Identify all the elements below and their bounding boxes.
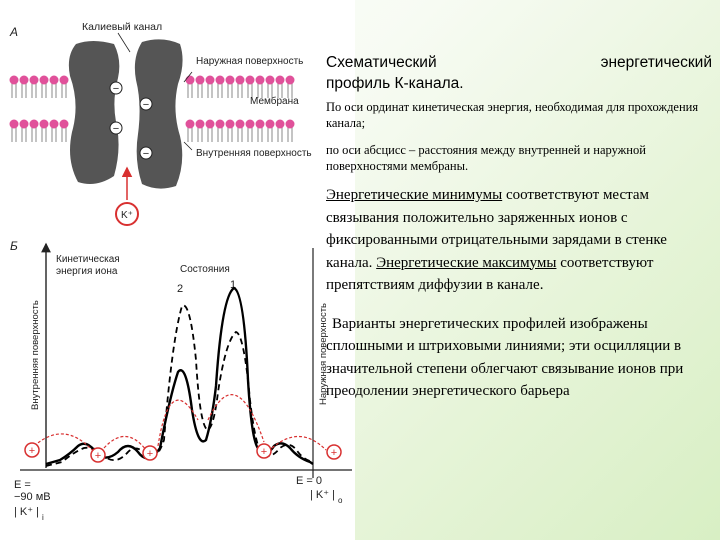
ion-marker xyxy=(257,444,271,458)
e-right-label: E = 0 xyxy=(296,475,322,487)
e-left-line2: −90 мВ xyxy=(14,491,51,503)
minus-charge: − xyxy=(142,99,150,111)
outer-axis-label: Наружная поверхность xyxy=(318,302,329,405)
k-inside-label: | K⁺ | xyxy=(14,506,39,518)
lipid-head xyxy=(266,120,275,129)
lipid-head xyxy=(186,76,195,85)
lipid-head xyxy=(60,76,69,85)
ion-marker xyxy=(327,445,341,459)
kinetic-energy-label-2: энергия иона xyxy=(56,266,118,277)
lipid-head xyxy=(30,120,39,129)
lipid-head xyxy=(10,120,19,129)
ion-hop-arrow xyxy=(104,436,146,450)
ion-label: K⁺ xyxy=(121,210,133,221)
lipid-head xyxy=(20,120,29,129)
lipid-head xyxy=(226,76,235,85)
text-panel xyxy=(326,52,712,403)
lipid-head xyxy=(276,76,285,85)
lipid-head xyxy=(50,76,59,85)
state-1-label: 1 xyxy=(230,279,237,291)
lipid-head xyxy=(256,76,265,85)
title-word-1: Схематический xyxy=(326,54,437,71)
lipid-head xyxy=(236,120,245,129)
lipid-head xyxy=(40,76,49,85)
abscissa-note: по оси абсцисс – расстояния между внутренней и наружной поверхностями мембраны. xyxy=(326,143,646,173)
title-line-2: профиль К-канала. xyxy=(326,75,464,92)
lipid-head xyxy=(50,120,59,129)
minima-paragraph xyxy=(326,184,712,297)
channel-wall-right xyxy=(135,39,183,188)
maxima-term: Энергетические максимумы xyxy=(376,254,557,271)
membrane-label: Мембрана xyxy=(250,96,299,107)
variants-paragraph: Варианты энергетических профилей изображены сплошными и штриховыми линиями; эти осцилляции в значительной степени облегчают связывание ионов при преодолении энергетического барьера xyxy=(326,315,684,399)
lipid-head xyxy=(20,76,29,85)
minima-term: Энергетические минимумы xyxy=(326,187,503,203)
svg-text:+: + xyxy=(146,448,154,460)
outer-surface-label: Наружная поверхность xyxy=(196,56,304,67)
title-row xyxy=(326,52,712,73)
lipid-head xyxy=(286,120,295,129)
inner-surface-label: Внутренняя поверхность xyxy=(196,148,312,159)
figure-svg xyxy=(0,0,355,540)
kinetic-energy-label-1: Кинетическая xyxy=(56,254,120,265)
lipid-head xyxy=(196,120,205,129)
state-2-label: 2 xyxy=(177,283,184,295)
lipid-head xyxy=(286,76,295,85)
lipid-head xyxy=(40,120,49,129)
panel-a-label: А xyxy=(10,25,19,39)
ordinate-note: По оси ординат кинетическая энергия, необходимая для прохождения канала; xyxy=(326,100,699,130)
lipid-head xyxy=(226,120,235,129)
lipid-head xyxy=(266,76,275,85)
e-left-line1: E = xyxy=(14,479,31,491)
lipid-head xyxy=(186,120,195,129)
states-label: Состояния xyxy=(180,264,230,275)
k-outside-label: | K⁺ | xyxy=(310,489,335,501)
lipid-head xyxy=(246,76,255,85)
ion-marker xyxy=(91,448,105,462)
lipid-head xyxy=(60,120,69,129)
lipid-head xyxy=(276,120,285,129)
panel-b-label: Б xyxy=(10,239,18,253)
ion-marker xyxy=(143,446,157,460)
inner-axis-label: Внутренняя поверхность xyxy=(30,300,41,410)
energy-profile-solid xyxy=(46,288,313,464)
k-inside-subscript: i xyxy=(42,513,44,522)
lipid-head xyxy=(30,76,39,85)
channel-wall-left xyxy=(69,41,119,184)
lipid-head xyxy=(246,120,255,129)
svg-text:+: + xyxy=(28,445,36,457)
minus-charge: − xyxy=(142,148,150,160)
lipid-head xyxy=(236,76,245,85)
k-outside-subscript: o xyxy=(338,496,343,505)
lipid-head xyxy=(206,76,215,85)
lipid-head xyxy=(206,120,215,129)
title-word-2: энергетический xyxy=(600,54,712,71)
maxima-text: соответствуют препятствиям диффузии в канале. xyxy=(326,254,654,293)
minima-text: соответствуют местам связывания положительно заряженных ионов с фиксированными отрицательными зарядами в стенке канала. xyxy=(326,187,667,271)
svg-text:+: + xyxy=(260,446,268,458)
channel-label: Калиевый канал xyxy=(82,21,163,33)
lipid-head xyxy=(10,76,19,85)
minus-charge: − xyxy=(112,123,120,135)
energy-profile-dashed xyxy=(46,305,313,466)
svg-text:+: + xyxy=(94,450,102,462)
ion-hop-arrow xyxy=(208,395,264,442)
lipid-head xyxy=(216,76,225,85)
lipid-head xyxy=(256,120,265,129)
ion-marker xyxy=(25,443,39,457)
lipid-head xyxy=(196,76,205,85)
svg-text:+: + xyxy=(330,447,338,459)
minus-charge: − xyxy=(112,83,120,95)
channel-figure xyxy=(0,0,355,540)
lipid-head xyxy=(216,120,225,129)
